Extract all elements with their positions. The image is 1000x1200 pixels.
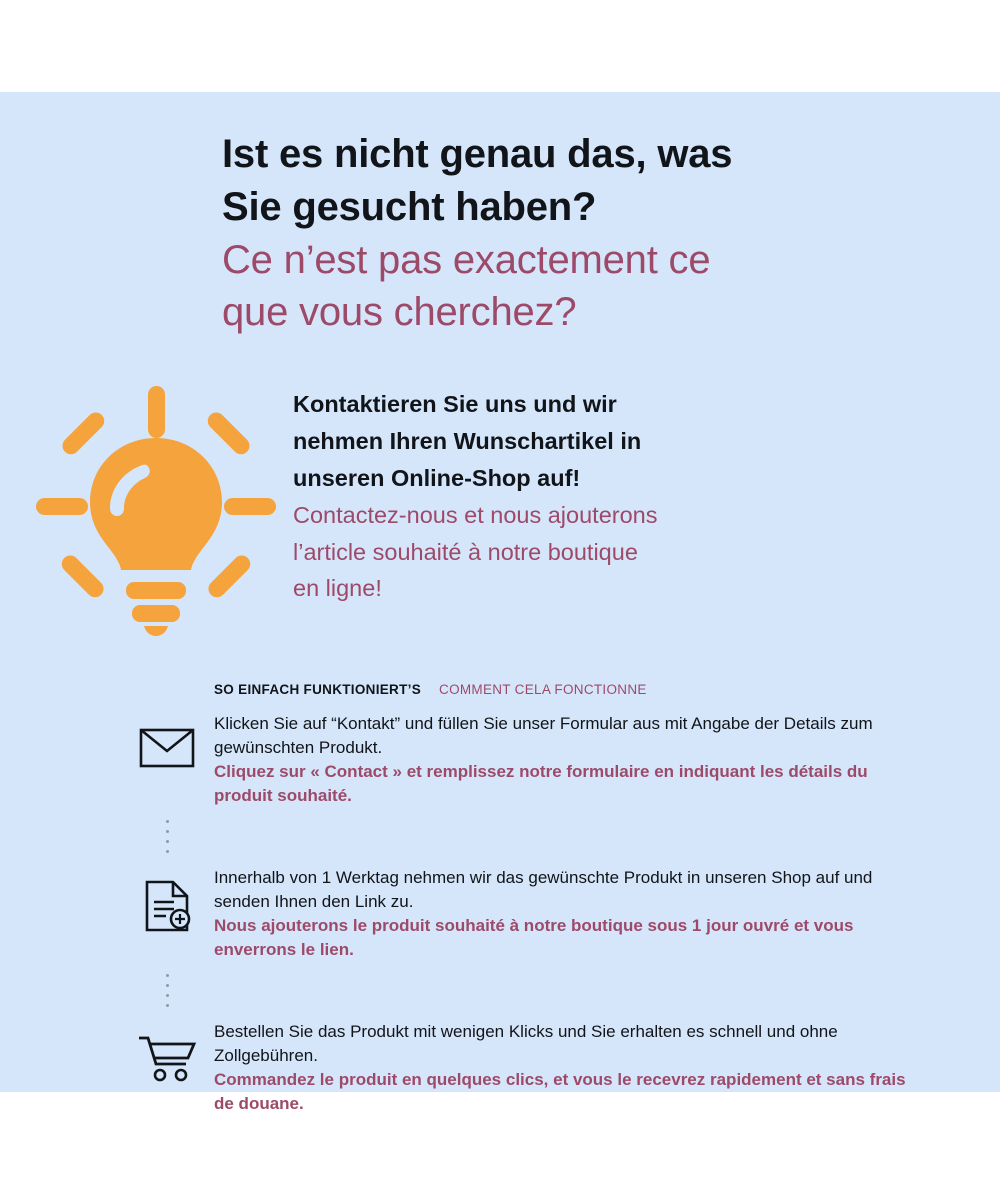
lightbulb-icon (36, 386, 276, 636)
howto-heading-fr: COMMENT CELA FONCTIONNE (439, 682, 647, 697)
sub-de-line2: nehmen Ihren Wunschartikel in (293, 427, 642, 454)
step-fr: Cliquez sur « Contact » et remplissez notre formulaire en indiquant les détails du produit souhaité. (214, 762, 868, 806)
subheadline-block (293, 386, 903, 607)
howto-heading (214, 682, 647, 697)
step-item (120, 1018, 930, 1128)
step-item (120, 710, 930, 820)
headline-de-line2: Sie gesucht haben? (222, 184, 597, 229)
dotted-connector-icon (120, 974, 214, 1018)
dotted-connector-icon (120, 820, 214, 864)
step-text (214, 710, 930, 809)
step-item (120, 864, 930, 974)
step-text (214, 864, 930, 963)
document-add-icon (120, 864, 214, 932)
sub-de-line1: Kontaktieren Sie uns und wir (293, 391, 617, 417)
sub-fr-line3: en ligne! (293, 575, 382, 602)
step-connector (120, 820, 930, 864)
step-fr: Nous ajouterons le produit souhaité à notre boutique sous 1 jour ouvré et vous enverrons le lien. (214, 916, 854, 960)
shopping-cart-icon (120, 1018, 214, 1082)
headline-de-line1: Ist es nicht genau das, was (222, 132, 733, 176)
step-text (214, 1018, 930, 1117)
step-de: Klicken Sie auf “Kontakt” und füllen Sie unser Formular aus mit Angabe der Details zum gewünschten Produkt. (214, 714, 873, 758)
headline-fr-line2: que vous cherchez? (222, 290, 577, 335)
envelope-icon (120, 710, 214, 770)
step-fr: Commandez le produit en quelques clics, et vous le recevrez rapidement et sans frais de douane. (214, 1070, 906, 1114)
headline-block (222, 128, 922, 339)
step-connector (120, 974, 930, 1018)
sub-de-line3: unseren Online-Shop auf! (293, 464, 581, 491)
sub-fr-line1: Contactez-nous et nous ajouterons (293, 501, 658, 528)
step-de: Innerhalb von 1 Werktag nehmen wir das gewünschte Produkt in unseren Shop auf und senden Ihnen den Link zu. (214, 868, 873, 912)
step-de: Bestellen Sie das Produkt mit wenigen Klicks und Sie erhalten es schnell und ohne Zollgebühren. (214, 1022, 838, 1066)
howto-heading-de: SO EINFACH FUNKTIONIERT’S (214, 682, 422, 697)
headline-fr-line1: Ce n’est pas exactement ce (222, 237, 711, 282)
howto-steps (120, 710, 930, 1128)
sub-fr-line2: l’article souhaité à notre boutique (293, 538, 638, 565)
